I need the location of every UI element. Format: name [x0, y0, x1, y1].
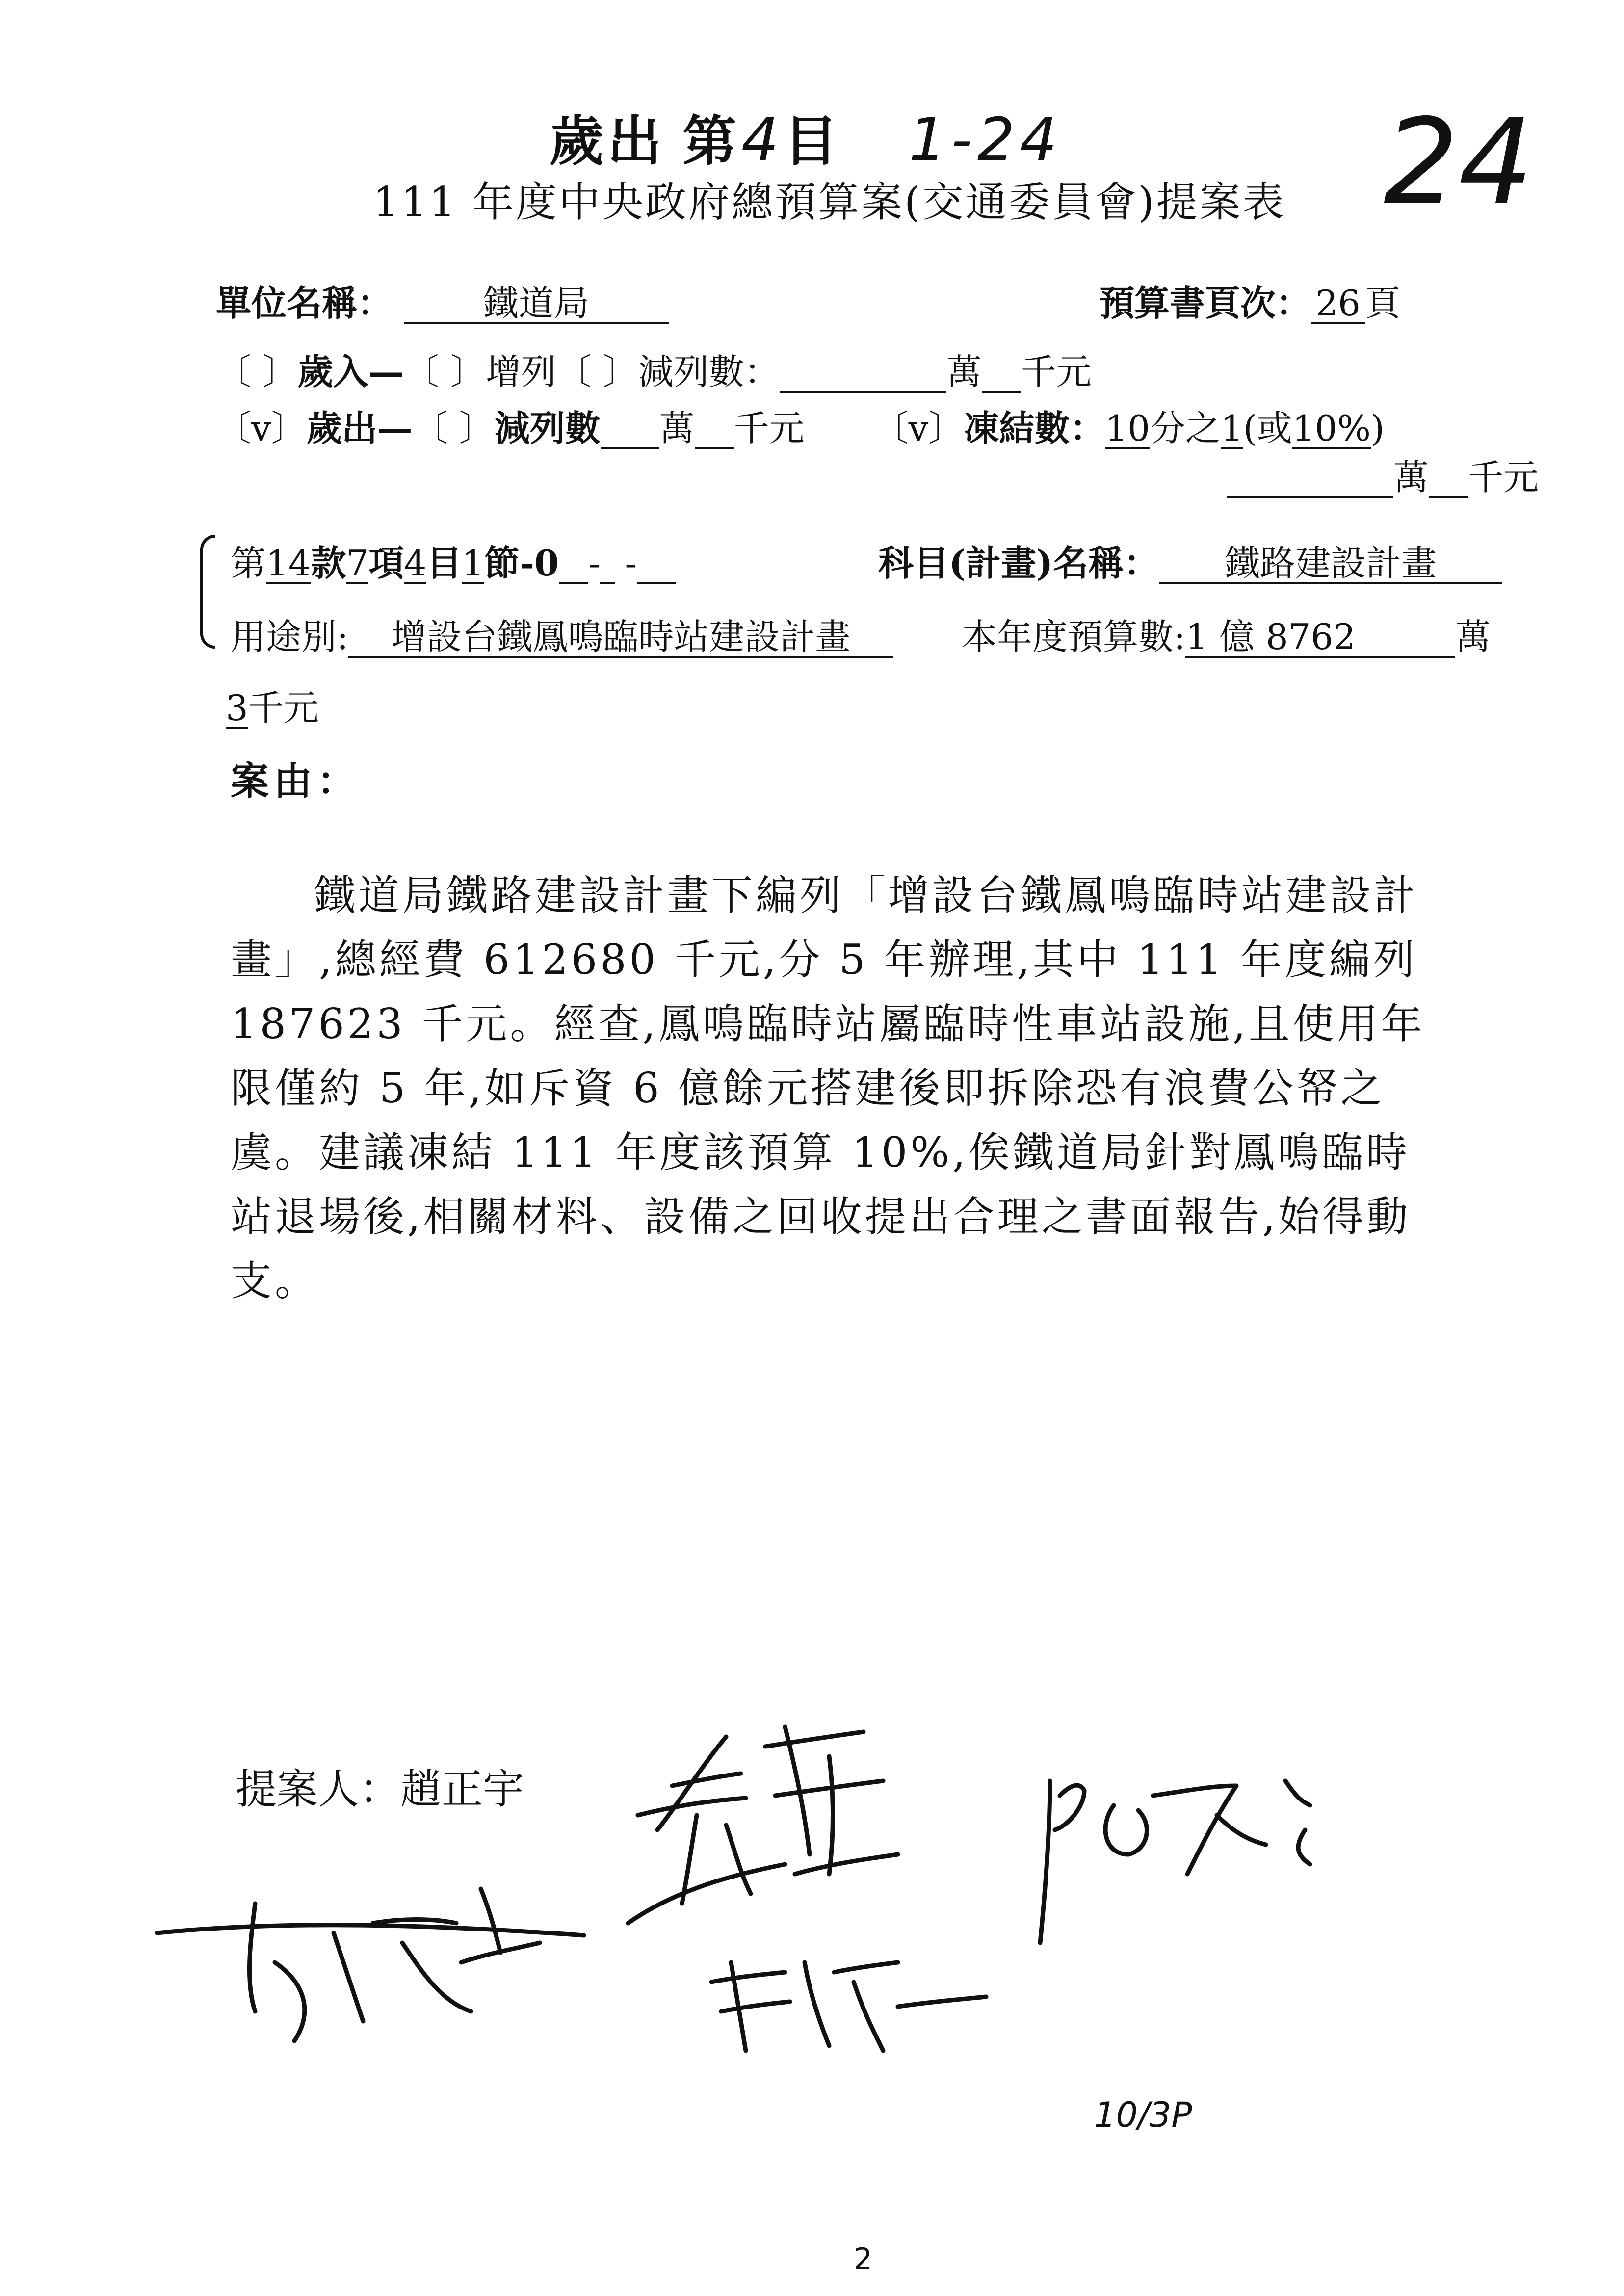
income-label: 歲入—	[297, 351, 404, 392]
page-ref-suffix: 頁	[1365, 283, 1401, 324]
jie-blank-1	[559, 545, 588, 584]
expense-wan: 萬	[659, 408, 695, 449]
income-qian-blank	[982, 354, 1021, 393]
unit-label: 單位名稱：	[216, 282, 393, 324]
handwritten-mark: 2	[854, 2242, 873, 2276]
expense-qianyuan: 千元	[733, 408, 805, 449]
subject-bracket	[200, 535, 215, 649]
document-title: 111 年度中央政府總預算案(交通委員會)提案表	[373, 178, 1286, 226]
signature-4	[711, 1962, 986, 2051]
income-add-label: 增列	[485, 351, 556, 392]
income-check: 〔 〕	[216, 351, 298, 392]
mu-value: 4	[404, 543, 427, 584]
expense-label: 歲出—	[306, 407, 413, 449]
page-number: 24	[1384, 93, 1534, 231]
jie-label: 節-0	[484, 542, 559, 584]
budget-label: 本年度預算數:	[962, 616, 1186, 657]
kuan-value: 14	[266, 543, 311, 584]
jie-dash-2: -	[625, 543, 637, 584]
budget-cont-value: 3	[226, 687, 248, 729]
signature-2	[1040, 1781, 1310, 1943]
category-stamp: 歲出	[550, 110, 665, 173]
expense-cut-label: 減列數	[494, 407, 601, 449]
purpose-value: 增設台鐵鳳鳴臨時站建設計畫	[348, 619, 893, 658]
freeze-check: 〔v〕	[873, 408, 964, 449]
income-qianyuan: 千元	[1021, 351, 1092, 392]
expense-row	[216, 400, 1385, 451]
budget-wan: 萬	[1455, 616, 1491, 657]
freeze-or: (或	[1243, 408, 1292, 449]
budget-value: 1 億 8762	[1185, 619, 1455, 658]
freeze-percent: 10%	[1292, 408, 1371, 449]
reason-label: 案由：	[231, 759, 361, 804]
xiang-label: 項	[368, 542, 404, 584]
expense-qian-blank	[695, 410, 734, 449]
subject-code-row	[231, 535, 676, 586]
subject-name-row	[878, 535, 1502, 586]
jie-blank-3	[637, 545, 676, 584]
freeze-label: 凍結數：	[964, 407, 1105, 449]
jie-dash: -	[588, 543, 601, 584]
reason-text: 鐵道局鐵路建設計畫下編列「增設台鐵鳳鳴臨時站建設計畫」,總經費 612680 千元,分 5 年辦理,其中 111 年度編列 187623 千元。經查,鳳鳴臨時站屬臨時性車站設施,且使用年限僅約 5 年,如斥資 6 億餘元搭建後即拆除恐有浪費公帑之虞。建議凍結 111 年度該預算 10%,俟鐵道局針對鳳鳴臨時站退場後,相關材料、設備之回收提出合理之書面報告,始得動支。	[231, 871, 1425, 1305]
proposer-label: 提案人：	[236, 1765, 401, 1813]
purpose-row	[231, 608, 893, 659]
expense-wan-blank	[601, 410, 659, 449]
jie-blank-2	[600, 545, 615, 584]
freeze-close: )	[1370, 408, 1385, 449]
subject-name-value: 鐵路建設計畫	[1159, 545, 1502, 584]
unit-row	[216, 275, 669, 326]
mu-label: 目	[426, 542, 462, 584]
handwritten-ref: 1-24	[909, 106, 1062, 174]
budget-row	[962, 608, 1491, 659]
page-ref-label: 預算書頁次：	[1099, 282, 1311, 324]
expense-check: 〔v〕	[216, 408, 307, 449]
freeze-qianyuan: 千元	[1468, 457, 1539, 498]
page-ref	[1099, 275, 1400, 326]
header-line	[550, 98, 1062, 176]
item-label-suffix: 目	[784, 109, 838, 173]
budget-cont-row	[226, 679, 319, 731]
proposer-name: 趙正宇	[400, 1765, 524, 1813]
page-ref-value: 26	[1311, 285, 1365, 324]
income-cut-label: 減列數：	[638, 351, 780, 392]
freeze-wan: 萬	[1393, 457, 1429, 498]
handwritten-signatures	[0, 1668, 1624, 2208]
income-add-check: 〔 〕	[403, 351, 486, 392]
expense-cut-check: 〔 〕	[412, 408, 495, 449]
income-wan-blank	[780, 354, 946, 393]
income-cut-check: 〔 〕	[556, 351, 638, 392]
freeze-mid: 分之	[1150, 408, 1221, 449]
freeze-denominator: 10	[1105, 408, 1150, 449]
jie-value: 1	[462, 543, 485, 584]
kuan-prefix: 第	[231, 543, 266, 584]
kuan-label: 款	[311, 542, 346, 584]
income-wan: 萬	[946, 351, 982, 392]
signature-3	[157, 1889, 584, 2041]
xiang-value: 7	[346, 543, 369, 584]
freeze-qian-blank	[1429, 459, 1468, 498]
handwritten-annotation: 10/3P	[1094, 2095, 1192, 2135]
signature-1	[628, 1727, 898, 1923]
item-number: 4	[741, 106, 779, 174]
budget-cont-unit: 千元	[248, 687, 319, 729]
purpose-label: 用途別:	[231, 616, 349, 657]
freeze-wan-blank	[1227, 459, 1393, 498]
freeze-amount-row	[1227, 449, 1539, 500]
freeze-numerator: 1	[1220, 408, 1243, 449]
unit-value: 鐵道局	[404, 285, 669, 324]
income-row	[216, 343, 1092, 394]
item-label-prefix: 第	[682, 109, 736, 173]
subject-name-label: 科目(計畫)名稱：	[878, 542, 1159, 584]
